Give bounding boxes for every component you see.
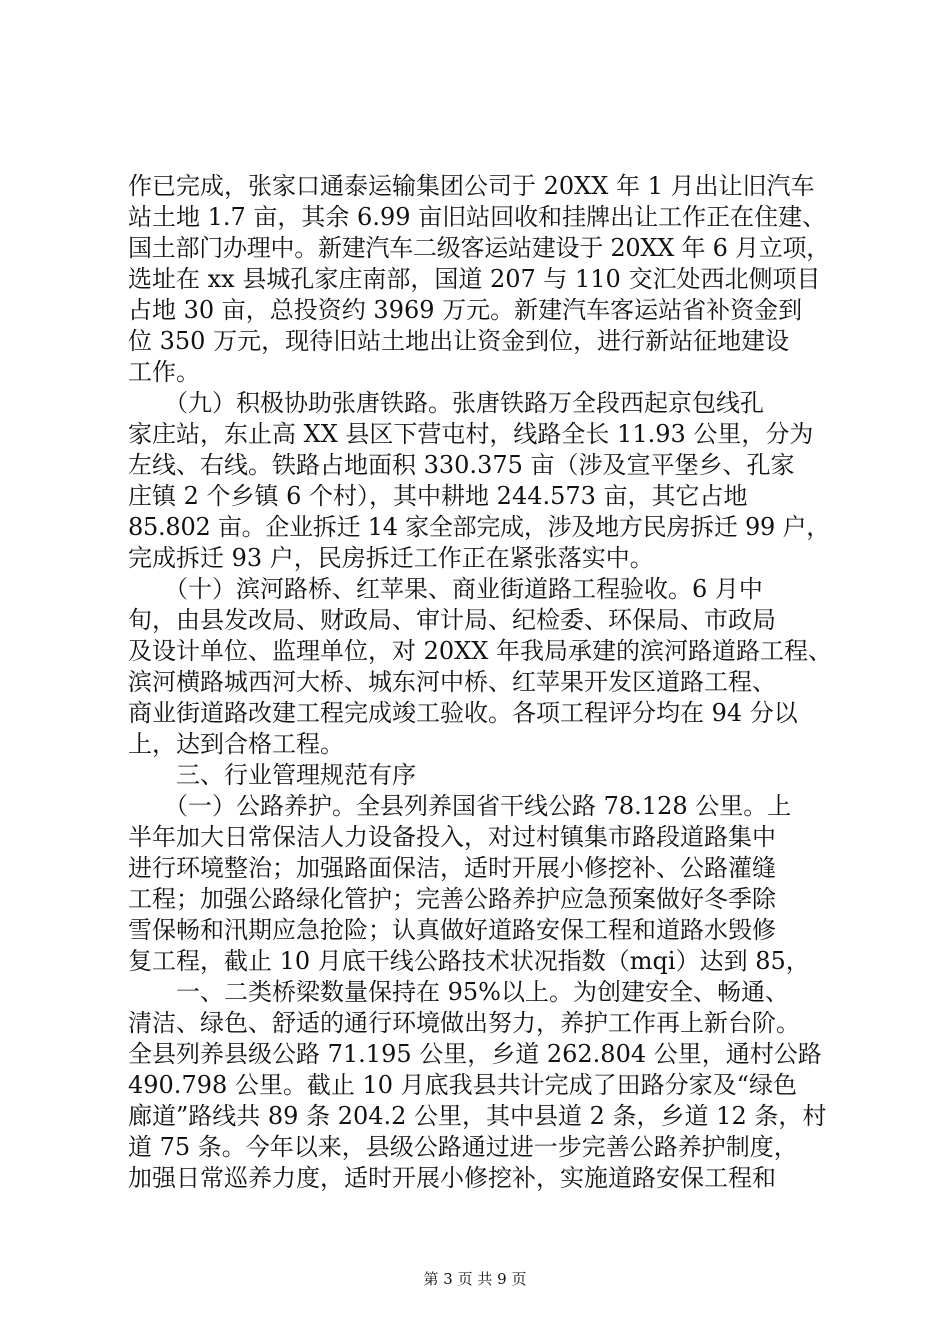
text-line: 选址在 xx 县城孔家庄南部，国道 207 与 110 交汇处西北侧项目 <box>128 265 821 293</box>
text-line: 工作。 <box>128 358 200 386</box>
text-line: 滨河横路城西河大桥、城东河中桥、红苹果开发区道路工程、 <box>128 668 776 696</box>
text-line: （十）滨河路桥、红苹果、商业街道路工程验收。6 月中 <box>128 575 763 603</box>
text-line: 加强日常巡养力度，适时开展小修挖补，实施道路安保工程和 <box>128 1164 776 1192</box>
text-line: 及设计单位、监理单位，对 20XX 年我局承建的滨河路道路工程、 <box>128 637 832 665</box>
text-line: 半年加大日常保洁人力设备投入，对过村镇集市路段道路集中 <box>128 823 776 851</box>
text-line: 三、行业管理规范有序 <box>128 761 416 789</box>
text-line: 全县列养县级公路 71.195 公里，乡道 262.804 公里，通村公路 <box>128 1040 822 1068</box>
text-line: 占地 30 亩，总投资约 3969 万元。新建汽车客运站省补资金到 <box>128 296 803 324</box>
page-number: 第 3 页 共 9 页 <box>423 1270 527 1288</box>
text-line: 雪保畅和汛期应急抢险；认真做好道路安保工程和道路水毁修 <box>128 916 776 944</box>
text-line: 道 75 条。今年以来，县级公路通过进一步完善公路养护制度， <box>128 1133 798 1161</box>
text-line: 进行环境整治；加强路面保洁，适时开展小修挖补、公路灌缝 <box>128 854 776 882</box>
text-line: （一）公路养护。全县列养国省干线公路 78.128 公里。上 <box>128 792 792 820</box>
text-line: 上，达到合格工程。 <box>128 730 344 758</box>
text-line: 一、二类桥梁数量保持在 95%以上。为创建安全、畅通、 <box>128 978 789 1006</box>
text-line: 复工程，截止 10 月底干线公路技术状况指数（mqi）达到 85， <box>128 947 810 975</box>
text-line: 位 350 万元，现待旧站土地出让资金到位，进行新站征地建设 <box>128 327 790 355</box>
text-line: 清洁、绿色、舒适的通行环境做出努力，养护工作再上新台阶。 <box>128 1009 800 1037</box>
page-footer <box>0 1269 950 1289</box>
text-line: 家庄站，东止高 XX 县区下营屯村，线路全长 11.93 公里，分为 <box>128 420 814 448</box>
text-line: 廊道”路线共 89 条 204.2 公里，其中县道 2 条，乡道 12 条，村 <box>128 1102 827 1130</box>
text-line: 作已完成，张家口通泰运输集团公司于 20XX 年 1 月出让旧汽车 <box>128 172 815 200</box>
text-line: 工程；加强公路绿化管护；完善公路养护应急预案做好冬季除 <box>128 885 776 913</box>
text-line: 国土部门办理中。新建汽车二级客运站建设于 20XX 年 6 月立项， <box>128 234 830 262</box>
text-line: 左线、右线。铁路占地面积 330.375 亩（涉及宣平堡乡、孔家 <box>128 451 795 479</box>
text-line: 完成拆迁 93 户，民房拆迁工作正在紧张落实中。 <box>128 544 654 572</box>
text-line: 85.802 亩。企业拆迁 14 家全部完成，涉及地方民房拆迁 99 户， <box>128 513 830 541</box>
text-line: 站土地 1.7 亩，其余 6.99 亩旧站回收和挂牌出让工作正在住建、 <box>128 203 827 231</box>
text-line: 旬，由县发改局、财政局、审计局、纪检委、环保局、市政局 <box>128 606 776 634</box>
text-line: 庄镇 2 个乡镇 6 个村），其中耕地 244.573 亩，其它占地 <box>128 482 748 510</box>
text-line: 490.798 公里。截止 10 月底我县共计完成了田路分家及“绿色 <box>128 1071 797 1099</box>
text-line: （九）积极协助张唐铁路。张唐铁路万全段西起京包线孔 <box>128 389 764 417</box>
text-line: 商业街道路改建工程完成竣工验收。各项工程评分均在 94 分以 <box>128 699 798 727</box>
body-text <box>128 171 833 1194</box>
